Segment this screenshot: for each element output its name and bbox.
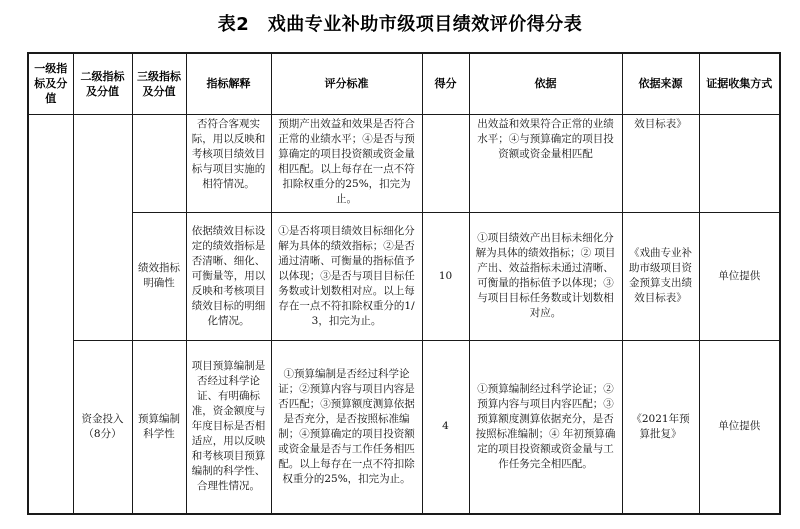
cell-explanation: 依据绩效目标设定的绩效指标是否清晰、细化、可衡量等，用以反映和考核项目绩效目标的明细化情况。 bbox=[186, 212, 271, 340]
performance-score-table bbox=[27, 52, 781, 515]
header-level1-indicator: 一级指标及分值 bbox=[28, 53, 73, 114]
cell-evidence bbox=[699, 114, 780, 212]
header-level3-indicator: 三级指标及分值 bbox=[132, 53, 186, 114]
table-header-row bbox=[28, 53, 780, 114]
cell-criteria: ①是否将项目绩效目标细化分解为具体的绩效指标；②是否通过清晰、可衡量的指标值予以体现；③是否与项目目标任务数或计划数相对应。以上每存在一点不符扣除权重分的1/3，扣完为止。 bbox=[271, 212, 422, 340]
cell-criteria: 预期产出效益和效果是否符合正常的业绩水平；④是否与预算确定的项目投资额或资金量相匹配。以上每存在一点不符扣除权重分的25%，扣完为止。 bbox=[271, 114, 422, 212]
cell-level3 bbox=[132, 114, 186, 212]
cell-level2: 资金投入（8分） bbox=[73, 340, 132, 514]
table-row bbox=[28, 114, 780, 212]
header-basis-source: 依据来源 bbox=[622, 53, 699, 114]
cell-basis-source: 效目标表》 bbox=[622, 114, 699, 212]
header-indicator-explanation: 指标解释 bbox=[186, 53, 271, 114]
cell-basis-source: 《戏曲专业补助市级项目资金预算支出绩效目标表》 bbox=[622, 212, 699, 340]
cell-score: 4 bbox=[422, 340, 469, 514]
cell-basis: ①项目绩效产出目标未细化分解为具体的绩效指标；② 项目产出、效益指标未通过清晰、可衡量的指标值予以体现；③与项目目标任务数或计划数相对应。 bbox=[469, 212, 622, 340]
cell-basis-source: 《2021年预算批复》 bbox=[622, 340, 699, 514]
cell-score bbox=[422, 114, 469, 212]
cell-explanation: 项目预算编制是否经过科学论证、有明确标准，资金额度与年度目标是否相适应，用以反映和考核项目预算编制的科学性、合理性情况。 bbox=[186, 340, 271, 514]
page-title: 表2 戏曲专业补助市级项目绩效评价得分表 bbox=[217, 14, 583, 35]
table-row bbox=[28, 212, 780, 340]
cell-evidence: 单位提供 bbox=[699, 340, 780, 514]
cell-level1 bbox=[28, 114, 73, 514]
cell-criteria: ①预算编制是否经过科学论证；②预算内容与项目内容是否匹配；③预算额度测算依据是否充分，是否按照标准编制；④预算确定的项目投资额或资金量是否与工作任务相匹配。以上每存在一点不符扣除权重分的25%，扣完为止。 bbox=[271, 340, 422, 514]
cell-score: 10 bbox=[422, 212, 469, 340]
header-scoring-criteria: 评分标准 bbox=[271, 53, 422, 114]
header-score: 得分 bbox=[422, 53, 469, 114]
cell-level3: 预算编制科学性 bbox=[132, 340, 186, 514]
header-level2-indicator: 二级指标及分值 bbox=[73, 53, 132, 114]
header-evidence-collection: 证据收集方式 bbox=[699, 53, 780, 114]
cell-level3: 绩效指标明确性 bbox=[132, 212, 186, 340]
table-row bbox=[28, 340, 780, 514]
cell-basis: ①预算编制经过科学论证；②预算内容与项目内容匹配；③预算额度测算依据充分，是否按照标准编制；④ 年初预算确定的项目投资额或资金量与工作任务完全相匹配。 bbox=[469, 340, 622, 514]
cell-level2 bbox=[73, 114, 132, 340]
header-basis: 依据 bbox=[469, 53, 622, 114]
cell-basis: 出效益和效果符合正常的业绩水平；④与预算确定的项目投资额或资金量相匹配 bbox=[469, 114, 622, 212]
cell-evidence: 单位提供 bbox=[699, 212, 780, 340]
cell-explanation: 否符合客观实际，用以反映和考核项目绩效目标与项目实施的相符情况。 bbox=[186, 114, 271, 212]
